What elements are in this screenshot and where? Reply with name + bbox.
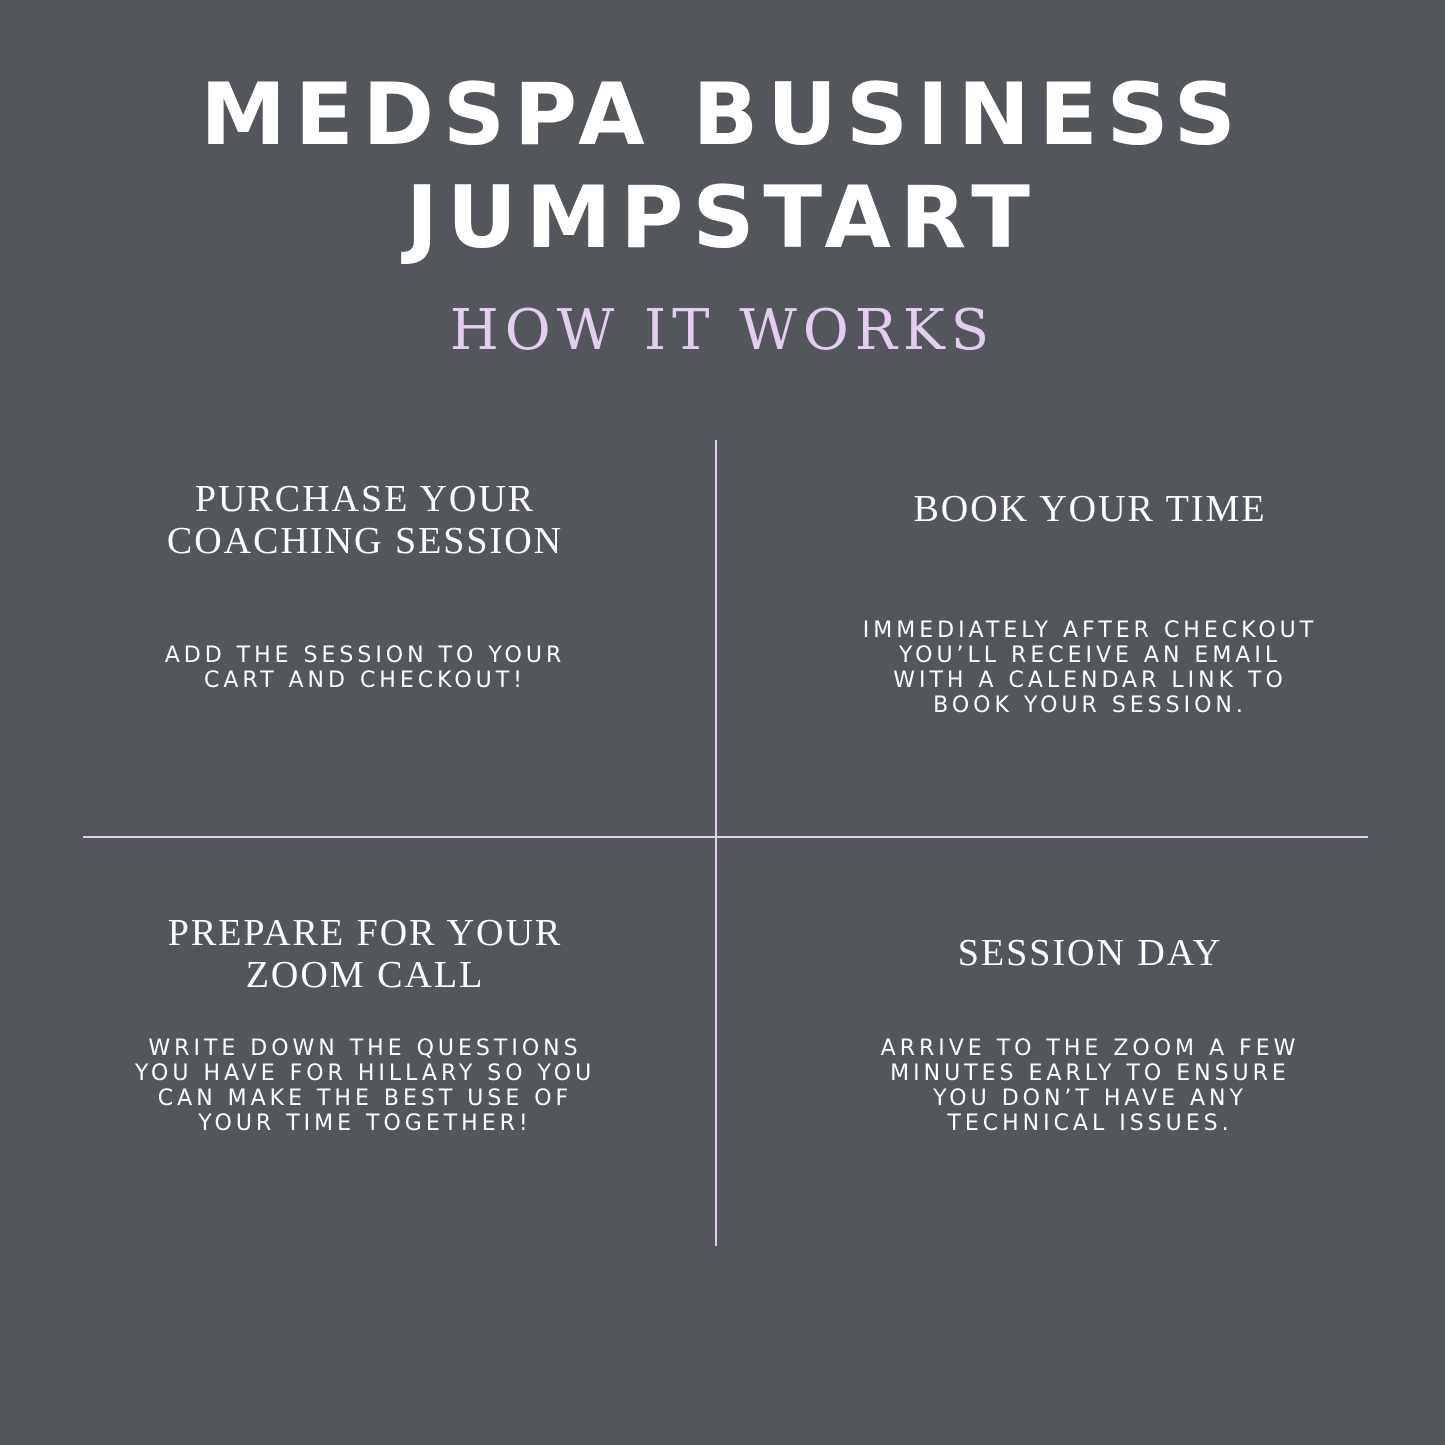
step-2-description-line: BOOK YOUR SESSION. (933, 693, 1247, 718)
step-2-description-line: YOU’LL RECEIVE AN EMAIL (898, 643, 1282, 668)
step-3-description-line: CAN MAKE THE BEST USE OF (157, 1086, 573, 1111)
step-1-title (80, 478, 650, 562)
step-4-title (795, 932, 1385, 974)
step-1-description (80, 643, 650, 693)
step-3-title (80, 912, 650, 996)
step-2-title-line: BOOK YOUR TIME (913, 488, 1267, 530)
step-3-title-line: PREPARE FOR YOUR (167, 912, 563, 954)
step-3-description (80, 1036, 650, 1136)
step-4-description-line: TECHNICAL ISSUES. (947, 1111, 1233, 1136)
step-2-description-line: WITH A CALENDAR LINK TO (893, 668, 1287, 693)
step-4-title-line: SESSION DAY (957, 932, 1223, 974)
main-title-line-2: JUMPSTART (406, 168, 1039, 268)
step-4-description-line: MINUTES EARLY TO ENSURE (890, 1061, 1290, 1086)
step-2-description (795, 618, 1385, 718)
step-3-title-line: ZOOM CALL (245, 954, 485, 996)
subtitle: HOW IT WORKS (449, 298, 996, 363)
step-4-description (795, 1036, 1385, 1136)
step-1-title-line: COACHING SESSION (166, 520, 564, 562)
vertical-divider (715, 440, 717, 1246)
step-4-description-line: ARRIVE TO THE ZOOM A FEW (880, 1036, 1300, 1061)
horizontal-divider (83, 836, 1368, 838)
step-2-description-line: IMMEDIATELY AFTER CHECKOUT (862, 618, 1318, 643)
step-3-description-line: YOU HAVE FOR HILLARY SO YOU (134, 1061, 596, 1086)
step-4-description-line: YOU DON’T HAVE ANY (933, 1086, 1247, 1111)
step-3-description-line: WRITE DOWN THE QUESTIONS (148, 1036, 582, 1061)
step-1-description-line: CART AND CHECKOUT! (203, 668, 527, 693)
main-title-line-1: MEDSPA BUSINESS (200, 65, 1245, 165)
step-1-description-line: ADD THE SESSION TO YOUR (164, 643, 566, 668)
step-1-title-line: PURCHASE YOUR (194, 478, 536, 520)
step-2-title (795, 488, 1385, 530)
step-3-description-line: YOUR TIME TOGETHER! (198, 1111, 532, 1136)
